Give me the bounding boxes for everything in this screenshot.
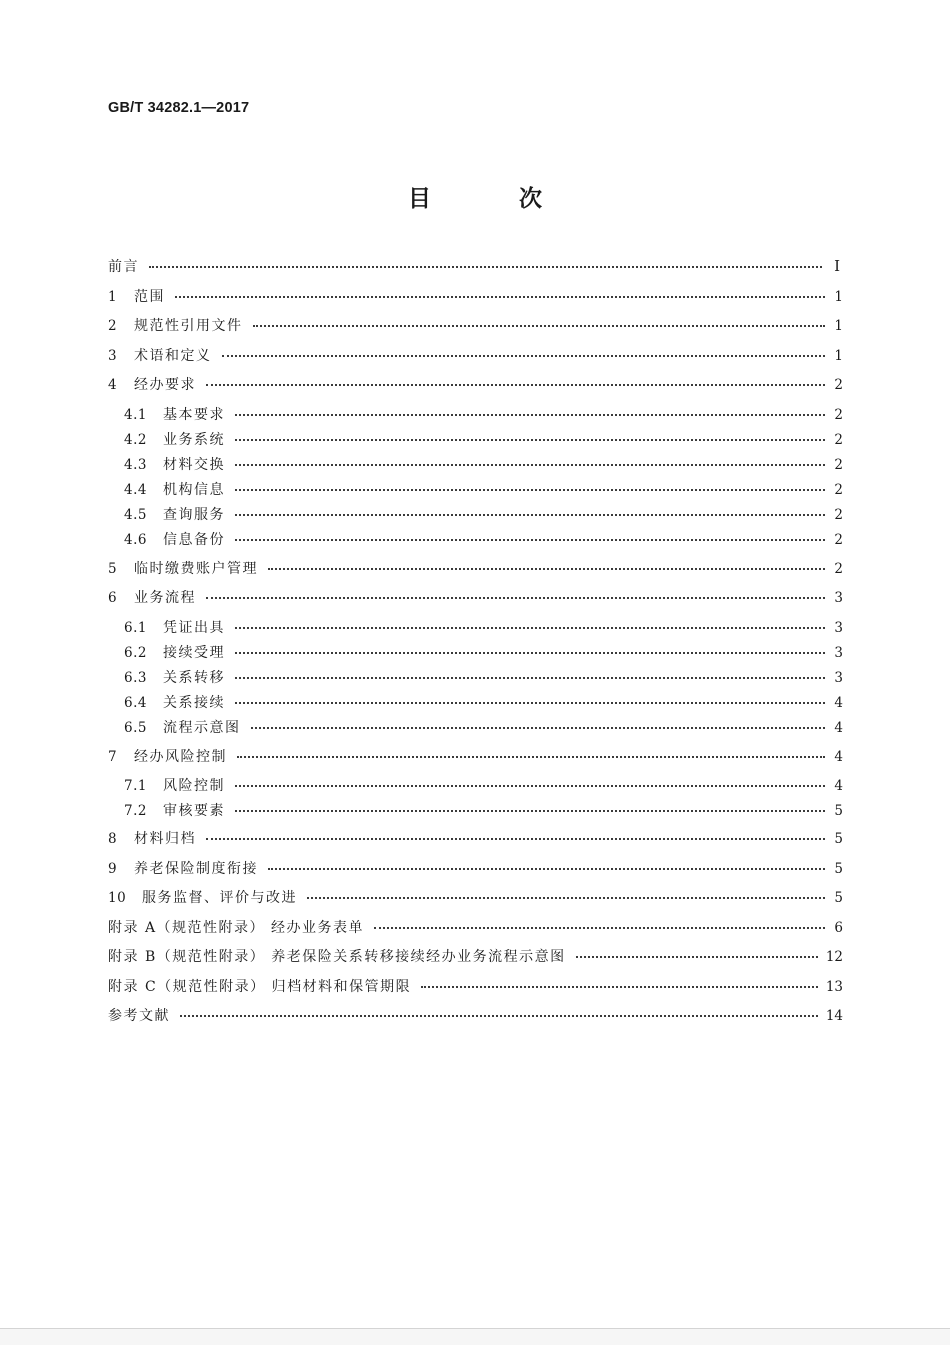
toc-entry-label: 信息备份 [163,532,225,549]
document-code: GB/T 34282.1—2017 [108,100,250,116]
toc-entry-number: 6.2 [124,644,147,661]
toc-entry-label: 关系转移 [163,670,225,686]
toc-entry-number: 5 [108,560,118,577]
toc-entry-number: 7.1 [124,778,147,795]
toc-entry[interactable] [108,1005,843,1035]
toc-dot-leader [235,776,825,790]
toc-dot-leader [235,801,825,815]
toc-dot-leader [175,287,825,301]
toc-entry-page: 4 [834,748,843,765]
toc-entry[interactable] [108,454,843,479]
toc-entry[interactable] [108,692,843,717]
toc-entry-label: 材料归档 [134,831,196,848]
toc-entry-page: 6 [834,919,843,936]
toc-entry-label: 临时缴费账户管理 [134,560,258,577]
toc-entry-label: 经办风险控制 [134,748,227,765]
toc-dot-leader [268,859,825,873]
toc-entry-page: 4 [834,695,843,712]
toc-entry-page: 3 [834,644,843,661]
toc-entry-label: 流程示意图 [163,720,241,737]
toc-dot-leader [206,375,825,389]
toc-entry[interactable] [108,717,843,742]
toc-dot-leader [307,888,825,902]
toc-entry-page: 5 [834,803,843,820]
toc-dot-leader [222,346,826,360]
toc-entry-page: 1 [834,318,843,334]
toc-entry-number: 6.1 [124,619,147,636]
toc-entry-number: 7 [108,748,118,765]
toc-entry[interactable] [108,404,843,429]
toc-entry[interactable] [108,976,843,1006]
toc-dot-leader [235,693,825,707]
toc-dot-leader [235,405,825,419]
toc-entry-number: 3 [108,347,118,364]
toc-entry-page: 4 [834,720,843,737]
toc-entry[interactable] [108,887,843,917]
toc-entry[interactable] [108,746,843,776]
toc-entry-label: 前言 [108,259,139,275]
toc-entry-label: 规范性引用文件 [134,318,243,334]
toc-entry-label: 关系接续 [163,695,225,712]
toc-entry-page: 3 [834,619,843,636]
toc-dot-leader [235,530,825,544]
toc-entry-number: 6.4 [124,695,147,712]
toc-dot-leader [235,643,825,657]
toc-entry-label: 术语和定义 [134,347,212,364]
toc-entry[interactable] [108,917,843,947]
toc-entry-label: 业务流程 [134,590,196,607]
toc-entry-number: 6.5 [124,720,147,737]
toc-entry-page: 2 [834,456,843,473]
toc-entry[interactable] [108,256,843,286]
toc-entry-page: 2 [834,507,843,524]
toc-entry-page: 5 [834,890,843,907]
toc-entry[interactable] [108,558,843,588]
page-bottom-band [0,1329,950,1345]
toc-entry-page: 4 [834,778,843,795]
toc-entry-label: 基本要求 [163,406,225,423]
toc-entry[interactable] [108,529,843,554]
toc-entry-label: 附录 C（规范性附录） 归档材料和保管期限 [108,978,412,995]
toc-entry[interactable] [108,286,843,316]
toc-dot-leader [253,316,826,330]
toc-title: 目 次 [407,186,582,212]
toc-dot-leader [237,747,825,761]
toc-entry-page: 12 [825,949,843,966]
toc-dot-leader [149,257,822,271]
toc-entry-number: 4.3 [124,456,147,473]
toc-entry-page: 2 [834,532,843,549]
toc-dot-leader [268,559,825,573]
toc-entry-page: 13 [825,978,843,995]
toc-entry-label: 接续受理 [163,644,225,661]
toc-entry-number: 8 [108,831,118,848]
toc-entry-number: 4.5 [124,507,147,524]
toc-entry-page: 2 [834,406,843,423]
toc-entry-number: 7.2 [124,803,147,820]
toc-dot-leader [235,480,825,494]
toc-entry-label: 经办要求 [134,377,196,393]
toc-entry-label: 服务监督、评价与改进 [142,890,297,907]
toc-entry[interactable] [108,429,843,454]
toc-entry[interactable] [108,374,843,404]
toc-entry-number: 4 [108,377,118,393]
toc-entry-page: Ⅰ [834,257,840,275]
toc-entry-label: 风险控制 [163,778,225,795]
toc-entry-page: 2 [834,377,843,393]
toc-entry-page: 3 [834,670,843,686]
toc-entry[interactable] [108,858,843,888]
toc-entry[interactable] [108,667,843,692]
toc-dot-leader [235,505,825,519]
toc-entry-label: 范围 [134,288,165,305]
toc-entry-label: 附录 A（规范性附录） 经办业务表单 [108,919,365,936]
toc-dot-leader [576,947,818,961]
toc-entry-page: 1 [834,288,843,305]
toc-entry-number: 2 [108,318,118,334]
toc-entry-number: 4.4 [124,482,147,499]
toc-dot-leader [180,1006,818,1020]
toc-entry-page: 2 [834,482,843,499]
toc-entry-page: 2 [834,560,843,577]
toc-entry[interactable] [108,642,843,667]
toc-entry-number: 10 [108,890,127,907]
toc-entry-label: 材料交换 [163,456,225,473]
toc-entry-page: 2 [834,431,843,448]
toc-entry[interactable] [108,479,843,504]
toc-entry[interactable] [108,587,843,617]
table-of-contents [108,256,843,1035]
toc-dot-leader [251,718,826,732]
toc-entry-page: 1 [834,347,843,364]
toc-dot-leader [235,430,825,444]
toc-entry-number: 6 [108,590,118,607]
toc-entry-number: 4.1 [124,406,147,423]
toc-entry-label: 凭证出具 [163,619,225,636]
toc-entry-page: 5 [834,831,843,848]
toc-entry-page: 5 [834,860,843,877]
toc-entry[interactable] [108,828,843,858]
toc-dot-leader [235,618,825,632]
toc-entry[interactable] [108,345,843,375]
toc-entry-label: 审核要素 [163,803,225,820]
toc-entry[interactable] [108,946,843,976]
toc-entry-label: 附录 B（规范性附录） 养老保险关系转移接续经办业务流程示意图 [108,949,566,966]
toc-entry-label: 养老保险制度衔接 [134,860,258,877]
toc-dot-leader [421,977,818,991]
toc-entry-number: 1 [108,288,118,305]
toc-entry[interactable] [108,315,843,345]
toc-entry-label: 参考文献 [108,1008,170,1025]
toc-entry-label: 业务系统 [163,431,225,448]
toc-dot-leader [206,829,825,843]
toc-dot-leader [235,668,825,682]
toc-entry-label: 机构信息 [163,482,225,499]
toc-entry-page: 14 [825,1008,843,1025]
toc-entry-number: 4.6 [124,532,147,549]
toc-dot-leader [235,455,825,469]
toc-entry[interactable] [108,617,843,642]
toc-dot-leader [374,918,825,932]
toc-entry-label: 查询服务 [163,507,225,524]
toc-entry-number: 4.2 [124,431,147,448]
toc-entry-number: 6.3 [124,670,147,686]
toc-entry-number: 9 [108,860,118,877]
toc-entry-page: 3 [834,590,843,607]
toc-entry[interactable] [108,775,843,800]
toc-dot-leader [206,588,825,602]
toc-entry[interactable] [108,800,843,825]
toc-entry[interactable] [108,504,843,529]
